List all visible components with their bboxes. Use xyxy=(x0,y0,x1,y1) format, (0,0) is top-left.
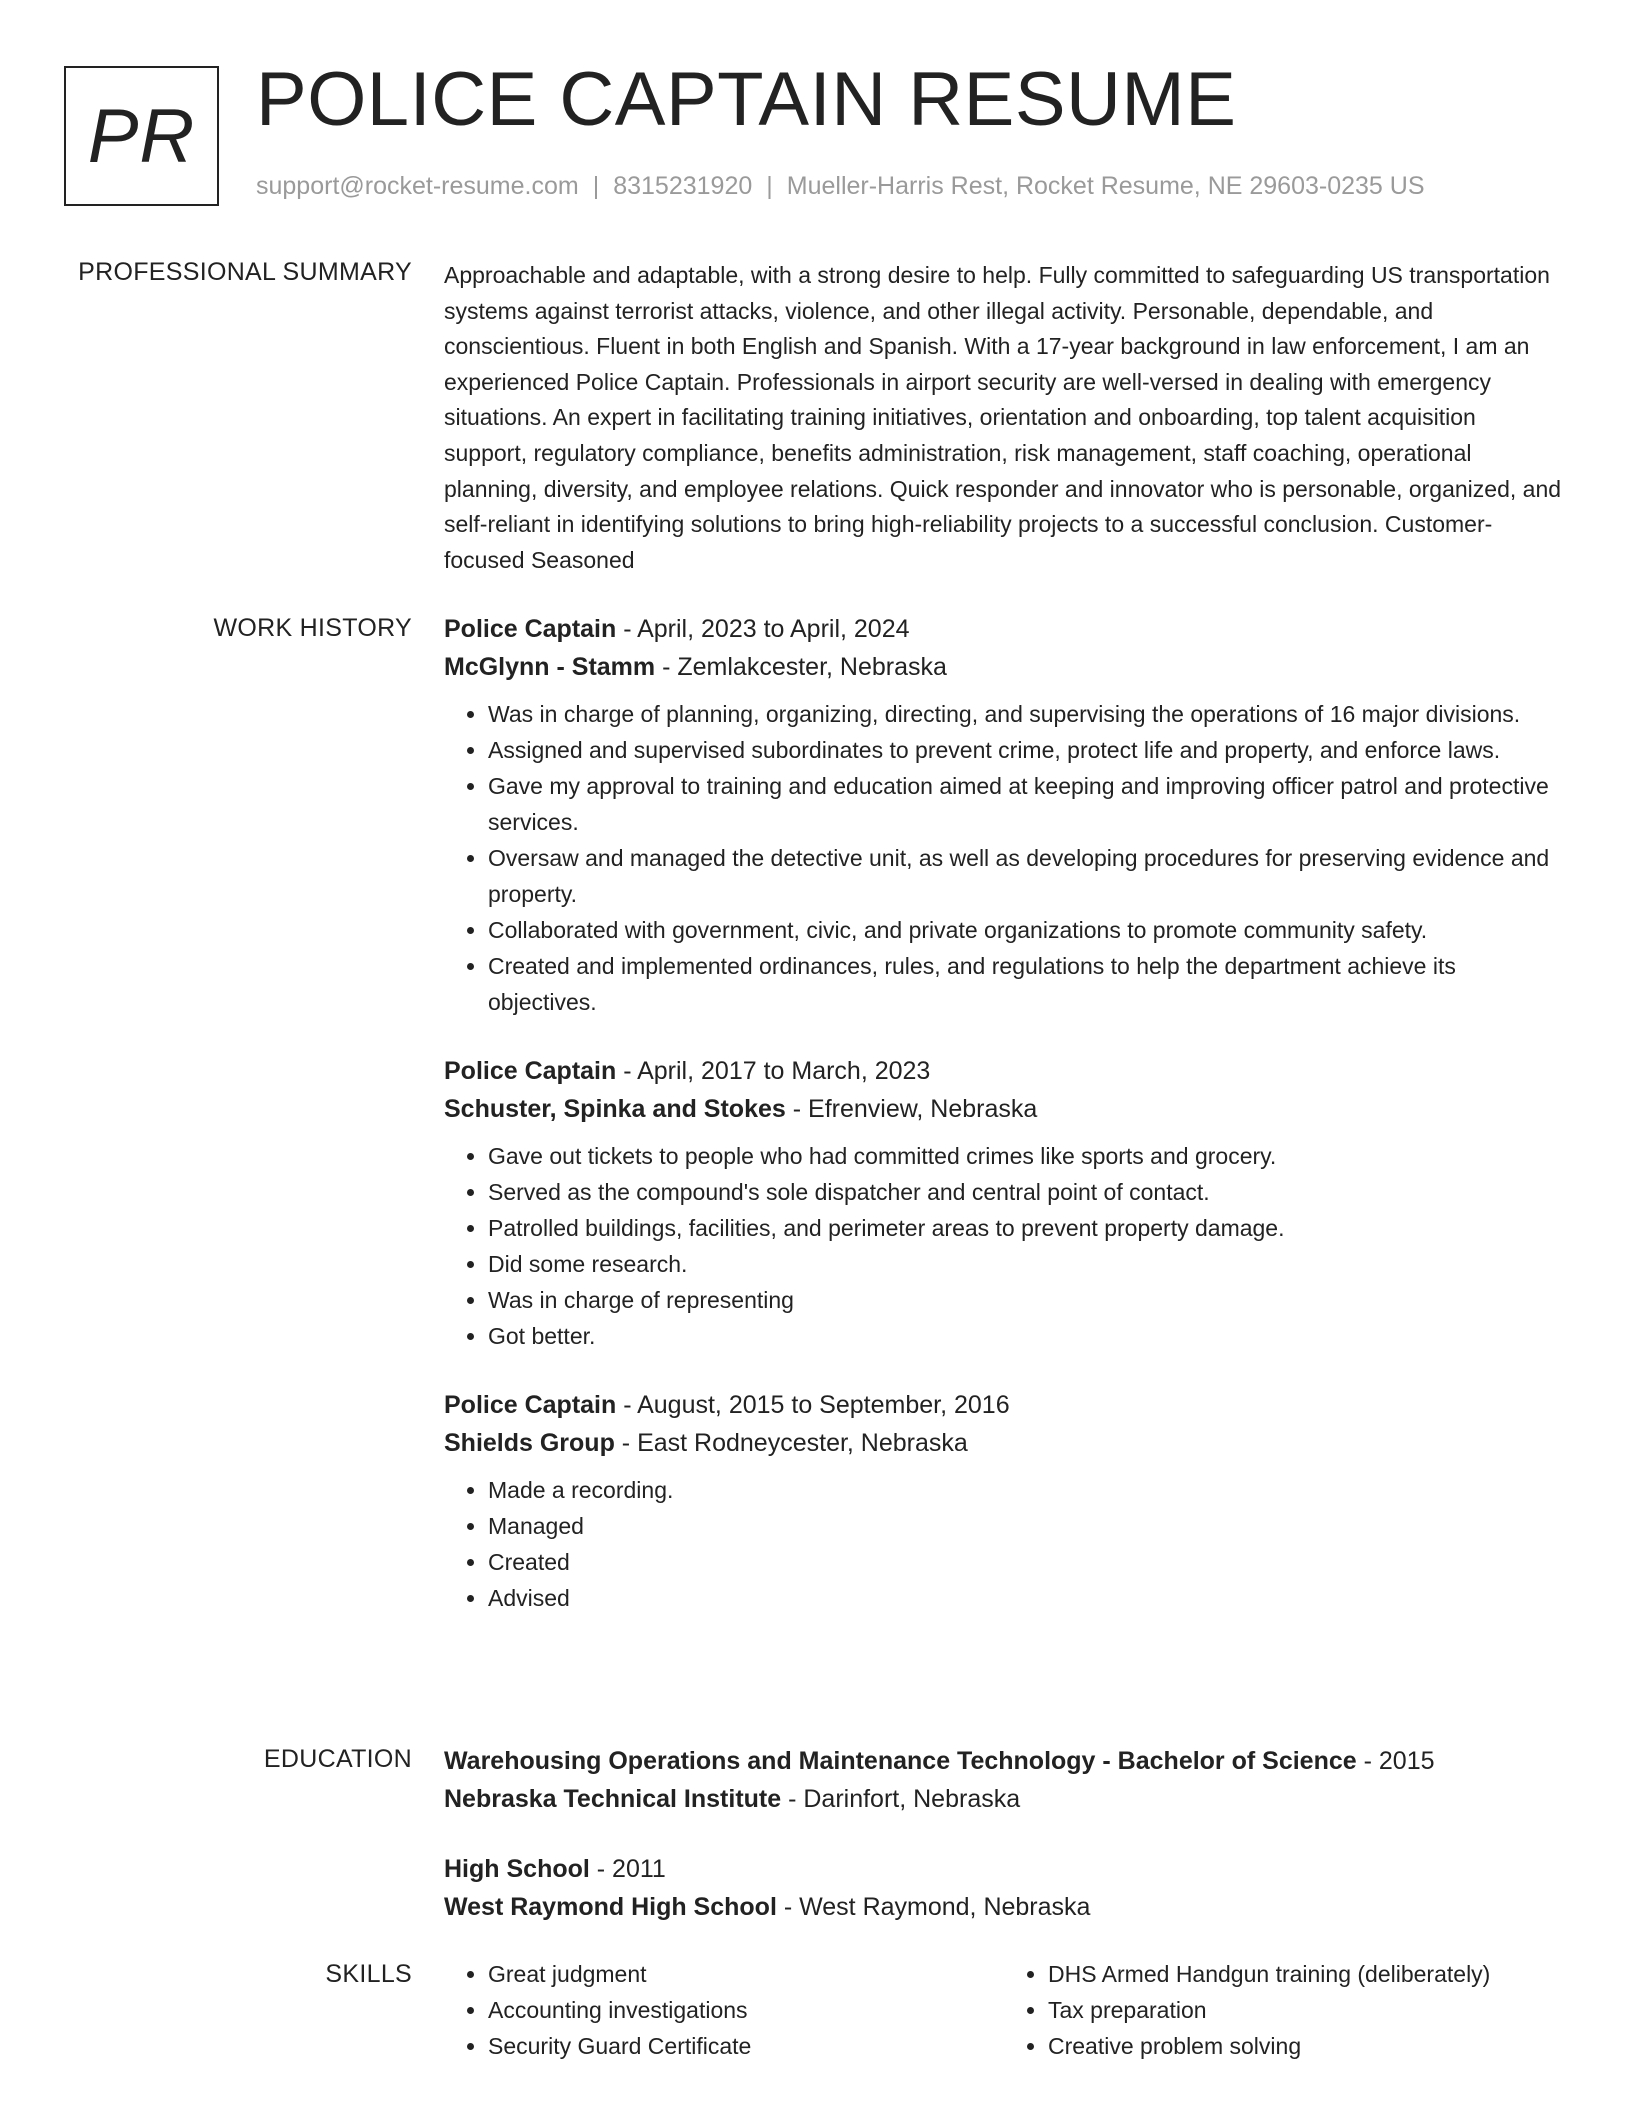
job-bullets xyxy=(444,696,1564,1020)
education-year: - 2011 xyxy=(589,1855,666,1883)
list-item: • Managed xyxy=(488,1508,1564,1544)
job-entry xyxy=(444,1386,1564,1616)
education-degree-line xyxy=(444,1850,1564,1888)
job-title: Police Captain xyxy=(444,1057,617,1085)
list-item: • Creative problem solving xyxy=(1048,2028,1564,2064)
job-title-line xyxy=(444,1386,1564,1424)
list-item: • Gave out tickets to people who had committed crimes like sports and grocery. xyxy=(488,1138,1564,1174)
contact-phone[interactable]: 8315231920 xyxy=(613,172,753,200)
education-degree: High School xyxy=(444,1855,590,1883)
education-location: - Darinfort, Nebraska xyxy=(781,1785,1021,1813)
section-label-skills: SKILLS xyxy=(325,1960,412,1988)
list-item: • Got better. xyxy=(488,1318,1564,1354)
list-item: • Security Guard Certificate xyxy=(488,2028,1004,2064)
job-bullets xyxy=(444,1138,1564,1354)
contact-line xyxy=(256,172,1425,201)
job-location: - Zemlakcester, Nebraska xyxy=(655,653,947,681)
education-entry xyxy=(444,1850,1564,1926)
education-degree: Warehousing Operations and Maintenance Technology - Bachelor of Science xyxy=(444,1747,1357,1775)
job-title-line xyxy=(444,610,1564,648)
summary-text: Approachable and adaptable, with a strong desire to help. Fully committed to safeguarding US transportation systems against terrorist attacks, violence, and other illegal activity. Personable, dependable, and conscientious. Fluent in both English and Spanish. With a 17-year background in law enforcement, I am an experienced Police Captain. Professionals in airport security are well-versed in dealing with emergency situations. An expert in facilitating training initiatives, orientation and onboarding, top talent acquisition support, regulatory compliance, benefits administration, risk management, staff coaching, operational planning, diversity, and employee relations. Quick responder and innovator who is personable, organized, and self-reliant in identifying solutions to bring high-reliability projects to a successful conclusion. Customer-focused Seasoned xyxy=(444,262,1562,573)
job-dates: - August, 2015 to September, 2016 xyxy=(616,1391,1010,1419)
list-item: • Tax preparation xyxy=(1048,1992,1564,2028)
section-label-education: EDUCATION xyxy=(263,1745,412,1773)
list-item: • Created xyxy=(488,1544,1564,1580)
job-company-line xyxy=(444,1090,1564,1128)
education-school: West Raymond High School xyxy=(444,1893,777,1921)
job-bullets xyxy=(444,1472,1564,1616)
resume-title: POLICE CAPTAIN RESUME xyxy=(256,57,1237,142)
job-company-line xyxy=(444,648,1564,686)
job-title-line xyxy=(444,1052,1564,1090)
list-item: • Did some research. xyxy=(488,1246,1564,1282)
list-item: • Was in charge of representing xyxy=(488,1282,1564,1318)
education-school-line xyxy=(444,1888,1564,1926)
job-dates: - April, 2017 to March, 2023 xyxy=(616,1057,931,1085)
job-entry xyxy=(444,610,1564,1020)
skills-list-right xyxy=(1004,1956,1564,2064)
education-school: Nebraska Technical Institute xyxy=(444,1785,782,1813)
list-item: • Created and implemented ordinances, rules, and regulations to help the department achieve its objectives. xyxy=(488,948,1564,1020)
job-location: - Efrenview, Nebraska xyxy=(785,1095,1038,1123)
list-item: • Great judgment xyxy=(488,1956,1004,1992)
list-item: • Patrolled buildings, facilities, and perimeter areas to prevent property damage. xyxy=(488,1210,1564,1246)
list-item: • Oversaw and managed the detective unit, as well as developing procedures for preserving evidence and property. xyxy=(488,840,1564,912)
education-degree-line xyxy=(444,1742,1564,1780)
contact-address: Mueller-Harris Rest, Rocket Resume, NE 29603-0235 US xyxy=(786,172,1425,200)
list-item: • Gave my approval to training and education aimed at keeping and improving officer patrol and protective services. xyxy=(488,768,1564,840)
skills-list-left xyxy=(444,1956,1004,2064)
list-item: • DHS Armed Handgun training (deliberately) xyxy=(1048,1956,1564,1992)
list-item: • Served as the compound's sole dispatcher and central point of contact. xyxy=(488,1174,1564,1210)
job-company: Shields Group xyxy=(444,1429,615,1457)
job-location: - East Rodneycester, Nebraska xyxy=(614,1429,968,1457)
education-location: - West Raymond, Nebraska xyxy=(776,1893,1091,1921)
job-title: Police Captain xyxy=(444,1391,617,1419)
education-school-line xyxy=(444,1780,1564,1818)
education-year: - 2015 xyxy=(1356,1747,1435,1775)
list-item: • Was in charge of planning, organizing, directing, and supervising the operations of 16 major divisions. xyxy=(488,696,1564,732)
job-company: McGlynn - Stamm xyxy=(444,653,656,681)
education-entry xyxy=(444,1742,1564,1818)
list-item: • Made a recording. xyxy=(488,1472,1564,1508)
monogram-logo: PR xyxy=(64,66,219,206)
job-company: Schuster, Spinka and Stokes xyxy=(444,1095,786,1123)
list-item: • Assigned and supervised subordinates to prevent crime, protect life and property, and enforce laws. xyxy=(488,732,1564,768)
skills-grid xyxy=(444,1956,1564,2064)
job-dates: - April, 2023 to April, 2024 xyxy=(616,615,910,643)
contact-separator: | xyxy=(592,172,600,200)
contact-separator: | xyxy=(766,172,773,200)
job-company-line xyxy=(444,1424,1564,1462)
list-item: • Collaborated with government, civic, and private organizations to promote community safety. xyxy=(488,912,1564,948)
job-title: Police Captain xyxy=(444,615,617,643)
contact-email[interactable]: support@rocket-resume.com xyxy=(256,172,579,200)
section-label-summary: PROFESSIONAL SUMMARY xyxy=(78,258,412,286)
section-label-work-history: WORK HISTORY xyxy=(213,614,412,642)
job-entry xyxy=(444,1052,1564,1354)
list-item: • Advised xyxy=(488,1580,1564,1616)
list-item: • Accounting investigations xyxy=(488,1992,1004,2028)
